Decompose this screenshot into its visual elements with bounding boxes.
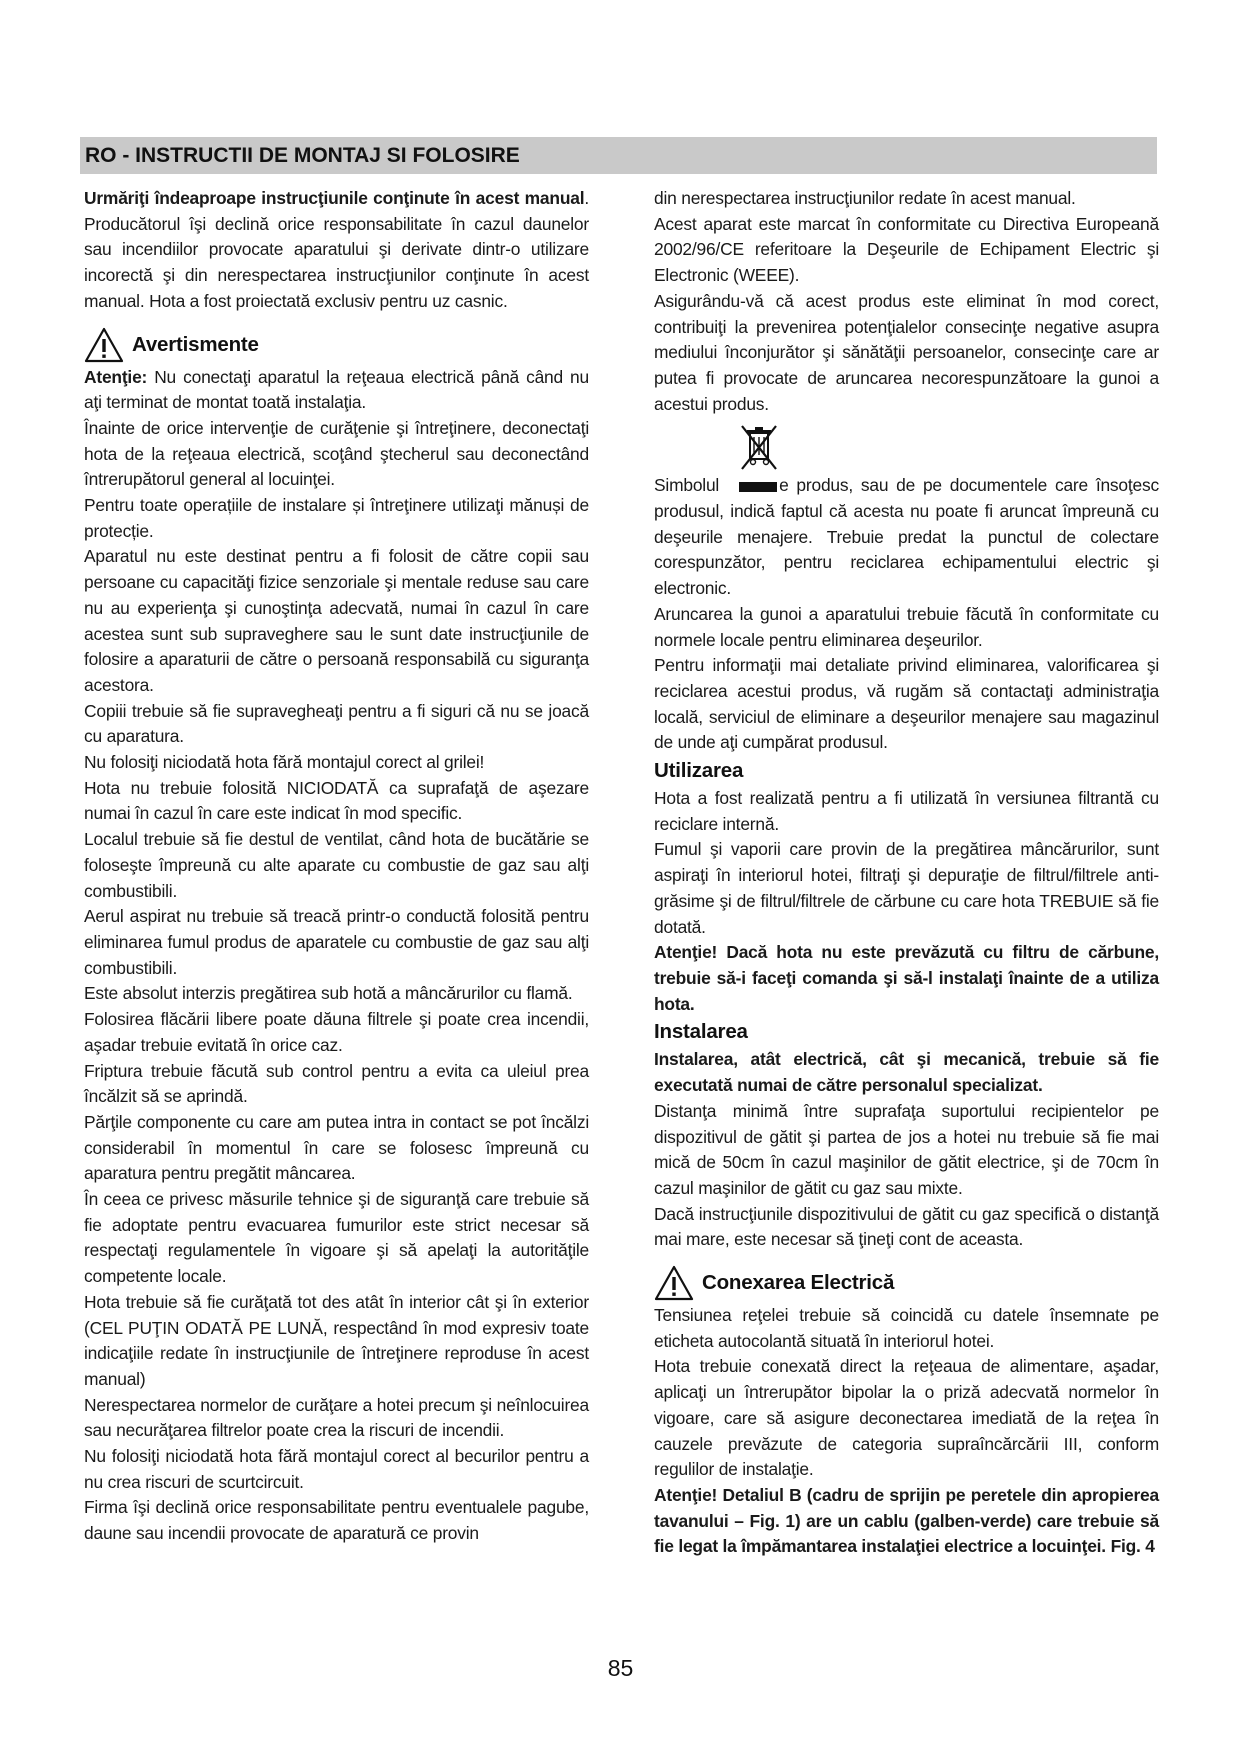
warning-text: Nu conectaţi aparatul la reţeaua electrică până când nu aţi terminat de montat toată instalaţia. [84,366,589,413]
disposal-paragraph: Aruncarea la gunoi a aparatului trebuie făcută în conformitate cu normele locale pentru eliminarea deşeurilor. [654,603,1159,650]
warning-paragraph: Friptura trebuie făcută sub control pentru a evita ca uleiul prea încălzit să se aprindă. [84,1060,589,1107]
right-column [654,186,1159,1560]
avertismente-heading [84,325,589,365]
atentie-label: Atenţie: [84,366,148,387]
conexarea-atentie: Atenţie! Detaliul B (cadru de sprijin pe peretele din apropierea tavanului – Fig. 1) are un cablu (galben-verde) care trebuie să fie legat la împămantarea instalaţiei electrice a locuinţei. Fig. 4 [654,1484,1159,1557]
warning-triangle-icon [654,1264,694,1302]
utilizarea-paragraph: Hota a fost realizată pentru a fi utilizată în versiunea filtrantă cu reciclare internă. [654,788,1159,834]
intro-paragraph [84,186,589,315]
instalarea-heading: Instalarea [654,1020,748,1044]
conexarea-heading [654,1263,1159,1303]
crossed-bin-icon [739,423,779,473]
warning-paragraph: Aparatul nu este destinat pentru a fi folosit de către copii sau persoane cu capacităţi fizice senzoriale şi mentale reduse sau care nu au experienţa şi cunoştinţa adecvată, numai în cazul în care acestea sunt sub supraveghere sau le sunt date instrucţiunile de folosire a aparaturii de către o persoană responsabilă cu siguranţa acestora. [84,546,589,695]
warning-paragraph: Nerespectarea normelor de curăţare a hotei precum şi neînlocuirea sau necurăţarea filtrelor poate crea la riscuri de incendii. [84,1394,589,1441]
warning-paragraph: Nu folosiţi niciodată hota fără montajul corect al grilei! [84,752,485,773]
warning-paragraph: Hota nu trebuie folosită NICIODATĂ ca suprafaţă de aşezare numai în cazul în care este indicat în mod specific. [84,777,589,824]
weee-paragraph: Acest aparat este marcat în conformitate cu Directiva Europeană 2002/96/CE referitoare la Deşeurile de Echipament Electric şi Electronic (WEEE). [654,213,1159,286]
warning-paragraph: În ceea ce privesc măsurile tehnice şi de siguranţă care trebuie să fie adoptate pentru evacuarea fumurilor este strict necesar să respectaţi regulamentele în vigoare şi să apelaţi la autorităţile competente locale. [84,1189,589,1287]
warning-paragraph: Localul trebuie să fie destul de ventilat, când hota de bucătărie se foloseşte împreună cu alte aparate cu combustie de gaz sau alţi combustibili. [84,829,589,901]
utilizarea-heading: Utilizarea [654,759,744,783]
simbol-paragraph [654,473,1159,602]
instalarea-bold: Instalarea, atât electrică, cât şi mecanică, trebuie să fie executată numai de către personalul specializat. [654,1049,1159,1096]
instalarea-paragraph: Dacă instrucţiunile dispozitivului de gătit cu gaz specifică o distanţă mai mare, este necesar să ţineţi cont de aceasta. [654,1203,1159,1250]
warning-paragraph: Firma îşi declină orice responsabilitate pentru eventualele pagube, daune sau incendii provocate de aparatură ce provin [84,1497,589,1544]
warning-paragraph: Copiii trebuie să fie supravegheaţi pentru a fi siguri că nu se joacă cu aparatura. [84,700,589,747]
warning-paragraph: Aerul aspirat nu trebuie să treacă printr-o conductă folosită pentru eliminarea fumul produs de aparatele cu combustie de gaz sau alţi combustibili. [84,906,589,978]
intro-rest: . Producătorul îşi declină orice responsabilitate în cazul daunelor sau incendiilor provocate aparatului şi derivate dintr-o utilizare incorectă şi din nerespectarea instrucţiunilor conţinute în acest manual. Hota a fost proiectată exclusiv pentru uz casnic. [84,188,589,311]
warning-paragraph: Nu folosiţi niciodată hota fără montajul corect al becurilor pentru a nu crea riscuri de scurtcircuit. [84,1446,589,1492]
avertismente-title: Avertismente [132,332,259,356]
warning-triangle-icon [84,326,124,364]
weee-paragraph: Asigurându-vă că acest produs este eliminat în mod corect, contribuiţi la prevenirea potenţialelor consecinţe negative asupra mediului înconjurător şi sănătăţii persoanelor, consecinţe care ar putea fi provocate de aruncarea necorespunzătoare la gunoi a acestui produs. [654,290,1159,414]
bin-bar-icon [739,482,777,492]
utilizarea-atentie: Atenţie! Dacă hota nu este prevăzută cu filtru de cărbune, trebuie să-i faceţi comanda şi să-l instalaţi înainte de a utiliza hota. [654,942,1159,1014]
section-header [80,137,1157,174]
conexarea-title: Conexarea Electrică [702,1271,895,1295]
section-title: RO - INSTRUCTII DE MONTAJ SI FOLOSIRE [85,144,520,167]
utilizarea-paragraph: Fumul şi vaporii care provin de la pregătirea mâncărurilor, sunt aspiraţi în interiorul hotei, filtraţi şi depuraţie de filtrul/filtrele anti-grăsime şi de filtrul/filtrele de cărbune cu care hota TREBUIE să fie dotată. [654,839,1159,937]
warning-paragraph: Folosirea flăcării libere poate dăuna filtrele şi poate crea incendii, aşadar trebuie evitată în orice caz. [84,1009,589,1055]
weee-paragraph: din nerespectarea instrucţiunilor redate în acest manual. [654,188,1076,208]
intro-bold: Urmăriţi îndeaproape instrucţiunile conţinute în acest manual [84,188,585,208]
conexarea-paragraph: Tensiunea reţelei trebuie să coincidă cu datele însemnate pe eticheta autocolantă situată în interiorul hotei. [654,1305,1159,1351]
disposal-paragraph: Pentru informaţii mai detaliate privind eliminarea, valorificarea şi reciclarea acestui produs, vă rugăm să contactaţi administraţia locală, serviciul de eliminare a deşeurilor menajere sau magazinul de unde aţi cumpărat produsul. [654,655,1159,753]
warning-paragraph: Înainte de orice intervenţie de curăţenie şi întreţinere, deconectaţi hota de la reţeaua electrică, scoţând ştecherul sau deconectând întrerupătorul general al locuinţei. [84,417,589,490]
page-number: 85 [607,1655,634,1681]
warning-paragraph: Este absolut interzis pregătirea sub hotă a mâncărurilor cu flamă. [84,983,573,1004]
simbol-start: Simbolul [654,475,720,496]
left-column [84,186,589,1547]
warning-paragraph: Părţile componente cu care am putea intra in contact se pot încălzi considerabil în momentul în care se folosesc împreună cu aparatura pentru pregătit mâncarea. [84,1111,589,1184]
instalarea-paragraph: Distanţa minimă între suprafaţa suportului recipientelor pe dispozitivul de gătit şi partea de jos a hotei nu trebuie să fie mai mică de 50cm în cazul maşinilor de gătit electrice, şi de 70cm în cazul maşinilor de gătit cu gaz sau mixte. [654,1100,1159,1198]
conexarea-paragraph: Hota trebuie conexată direct la reţeaua de alimentare, aşadar, aplicaţi un întrerupător bipolar la o priză adecvată normelor în vigoare, care să asigure deconectarea imediată de la reţea în cauzele prevăzute de categoria supraîncărcării III, conform regulilor de instalaţie. [654,1356,1159,1480]
warning-paragraph [84,365,589,416]
warning-paragraph: Pentru toate operațiile de instalare și întreţinere utilizaţi mănuși de protecție. [84,495,589,541]
simbol-rest: e produs, sau de pe documentele care însoţesc produsul, indică faptul că acesta nu poate fi aruncat împreună cu deşeurile menajere. Trebuie predat la punctul de colectare corespunzător, pentru reciclarea echipamentului electric şi electronic. [654,475,1159,599]
warning-paragraph: Hota trebuie să fie curăţată tot des atât în interior cât şi în exterior (CEL PUŢIN ODATĂ PE LUNĂ, respectând în mod expresiv toate indicaţiile redate în instrucţiunile de întreţinere reproduse în acest manual) [84,1291,589,1389]
